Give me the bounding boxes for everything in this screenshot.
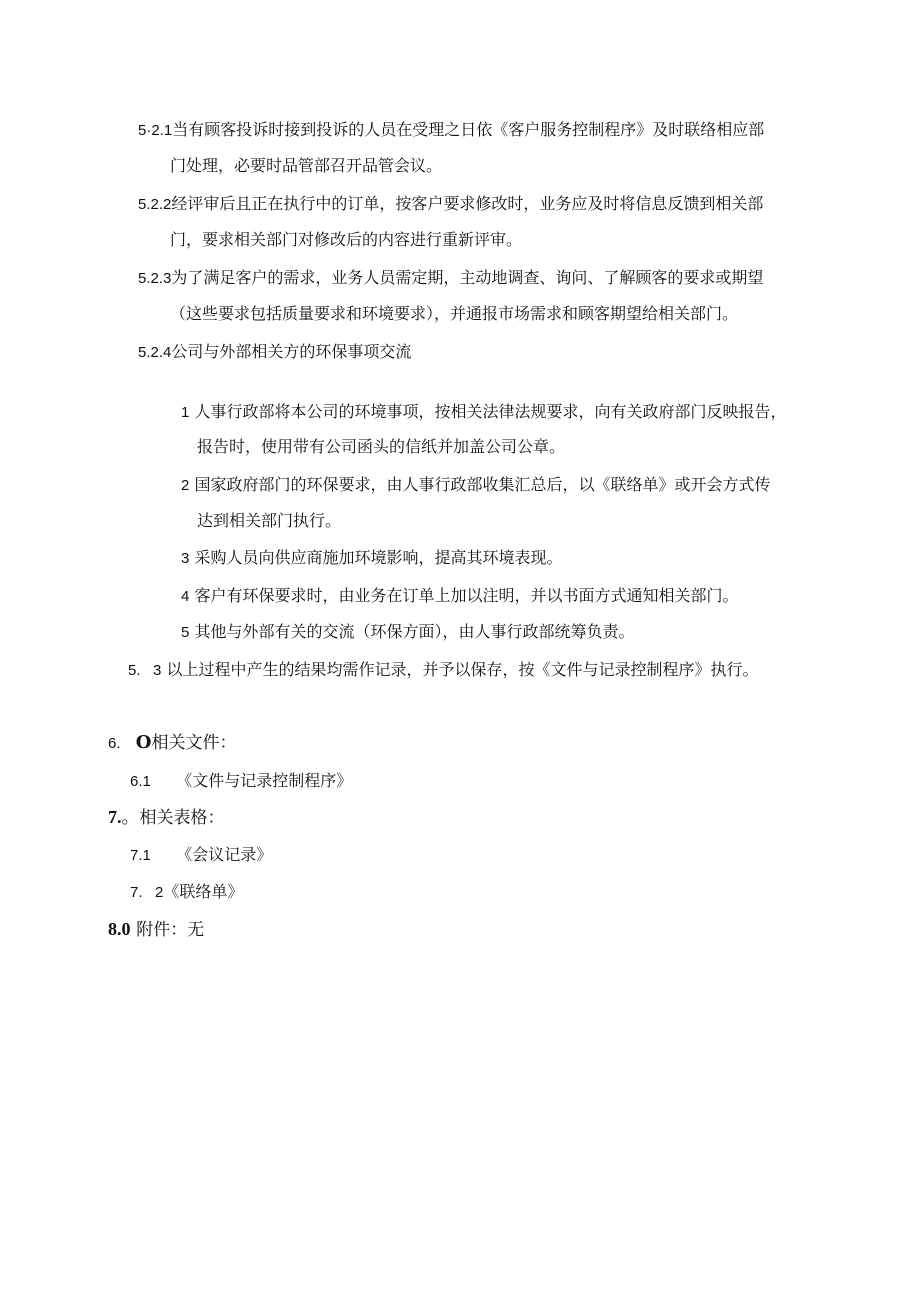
subitem-text: 国家政府部门的环保要求，由人事行政部收集汇总后，以《联络单》或开会方式传 bbox=[194, 475, 771, 494]
section-dot: 。 bbox=[121, 807, 140, 828]
item-text: 《会议记录》 bbox=[176, 845, 273, 864]
section-title: 相关文件： bbox=[151, 733, 237, 753]
subitem-5 bbox=[181, 622, 634, 643]
subitem-number: 3 bbox=[181, 550, 190, 567]
clause-number: 5.2.4 bbox=[138, 344, 172, 361]
section-7-item-1 bbox=[130, 845, 272, 866]
subitem-3 bbox=[181, 548, 562, 569]
section-8-heading bbox=[108, 919, 204, 940]
section-6-heading bbox=[108, 733, 236, 754]
section-letter: O bbox=[135, 732, 152, 753]
item-number: 7.1 bbox=[130, 847, 151, 864]
clause-5-2-4 bbox=[138, 342, 411, 363]
section-number: 6. bbox=[108, 735, 121, 752]
subitem-1-line1 bbox=[181, 402, 786, 423]
clause-5-2-3-line1 bbox=[138, 268, 763, 289]
item-text: 《文件与记录控制程序》 bbox=[176, 771, 353, 790]
clause-number: 5.2.2 bbox=[138, 196, 172, 213]
clause-number: 5·2.1 bbox=[138, 122, 173, 139]
item-number: 6.1 bbox=[130, 773, 151, 790]
section-number: 7. bbox=[108, 807, 122, 827]
section-title: 相关表格： bbox=[139, 808, 225, 828]
clause-5-3 bbox=[128, 660, 758, 681]
subitem-text: 客户有环保要求时，由业务在订单上加以注明，并以书面方式通知相关部门。 bbox=[194, 586, 739, 605]
subitem-1-line2: 报告时，使用带有公司函头的信纸并加盖公司公章。 bbox=[197, 437, 566, 456]
subitem-number: 1 bbox=[181, 404, 190, 421]
clause-text: 经评审后且正在执行中的订单，按客户要求修改时，业务应及时将信息反馈到相关部 bbox=[171, 194, 764, 213]
subitem-text: 其他与外部有关的交流（环保方面），由人事行政部统筹负责。 bbox=[194, 622, 635, 641]
subitem-number: 4 bbox=[181, 588, 190, 605]
clause-number: 5. 3 bbox=[128, 662, 162, 679]
section-title: 附件：无 bbox=[136, 920, 205, 940]
clause-text: 当有顾客投诉时接到投诉的人员在受理之日依《客户服务控制程序》及时联络相应部 bbox=[172, 120, 765, 139]
clause-5-2-1-line2: 门处理，必要时品管部召开品管会议。 bbox=[170, 156, 443, 175]
subitem-number: 2 bbox=[181, 477, 190, 494]
section-7-heading bbox=[108, 807, 225, 828]
clause-5-2-1-line1 bbox=[138, 120, 764, 141]
clause-5-2-2-line2: 门，要求相关部门对修改后的内容进行重新评审。 bbox=[170, 230, 523, 249]
clause-text: 为了满足客户的需求，业务人员需定期，主动地调查、询问、了解顾客的要求或期望 bbox=[171, 268, 764, 287]
subitem-number: 5 bbox=[181, 624, 190, 641]
subitem-2-line1 bbox=[181, 475, 770, 496]
section-7-item-2 bbox=[130, 882, 243, 903]
clause-text: 公司与外部相关方的环保事项交流 bbox=[171, 342, 412, 361]
subitem-4 bbox=[181, 586, 738, 607]
section-number: 8.0 bbox=[108, 919, 131, 939]
section-6-item-1 bbox=[130, 771, 352, 792]
clause-text: 以上过程中产生的结果均需作记录，并予以保存，按《文件与记录控制程序》执行。 bbox=[166, 660, 759, 679]
subitem-text: 采购人员向供应商施加环境影响，提高其环境表现。 bbox=[194, 548, 563, 567]
clause-5-2-3-line2: （这些要求包括质量要求和环境要求），并通报市场需求和顾客期望给相关部门。 bbox=[170, 304, 739, 323]
item-text: 《联络单》 bbox=[163, 882, 244, 901]
clause-5-2-2-line1 bbox=[138, 194, 763, 215]
subitem-2-line2: 达到相关部门执行。 bbox=[197, 511, 342, 530]
clause-number: 5.2.3 bbox=[138, 270, 172, 287]
item-number: 7. 2 bbox=[130, 884, 164, 901]
subitem-text: 人事行政部将本公司的环境事项，按相关法律法规要求，向有关政府部门反映报告， bbox=[194, 402, 787, 421]
